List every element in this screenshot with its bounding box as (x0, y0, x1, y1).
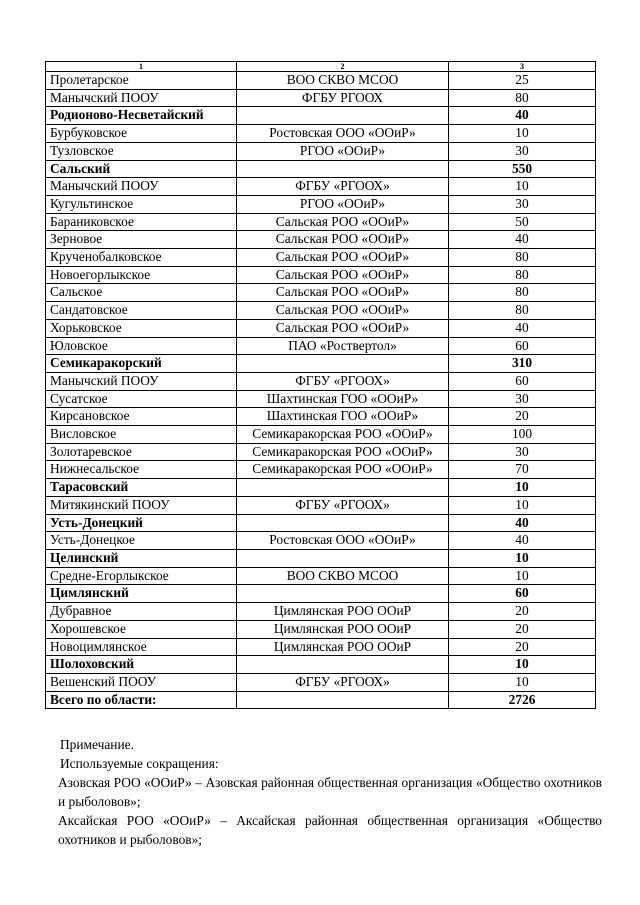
quota-cell: 80 (449, 284, 596, 302)
table-row (46, 496, 596, 514)
table-section-row (46, 479, 596, 497)
table-row (46, 443, 596, 461)
organization-cell: ФГБУ «РГООХ» (237, 178, 449, 196)
organization-cell: Семикаракорская РОО «ООиР» (237, 443, 449, 461)
district-or-area-cell: Манычский ПООУ (46, 178, 237, 196)
table-section-row (46, 585, 596, 603)
quota-cell: 40 (449, 514, 596, 532)
district-or-area-cell: Сандатовское (46, 302, 237, 320)
district-or-area-cell: Кугультинское (46, 195, 237, 213)
table-row (46, 319, 596, 337)
organization-cell (237, 107, 449, 125)
quota-cell: 40 (449, 319, 596, 337)
district-or-area-cell: Тарасовский (46, 479, 237, 497)
district-or-area-cell: Новоцимлянское (46, 638, 237, 656)
district-or-area-cell: Дубравное (46, 603, 237, 621)
district-or-area-cell: Нижнесальское (46, 461, 237, 479)
quota-cell: 30 (449, 390, 596, 408)
notes-title: Примечание. (60, 737, 134, 752)
district-or-area-cell: Кирсановское (46, 408, 237, 426)
district-or-area-cell: Усть-Донецкое (46, 532, 237, 550)
table-row (46, 284, 596, 302)
quota-cell: 40 (449, 107, 596, 125)
table-section-row (46, 656, 596, 674)
table-row (46, 337, 596, 355)
quota-cell: 70 (449, 461, 596, 479)
quota-cell: 80 (449, 249, 596, 267)
table-row (46, 89, 596, 107)
organization-cell: Шахтинская ГОО «ООиР» (237, 390, 449, 408)
district-or-area-cell: Тузловское (46, 142, 237, 160)
organization-cell: Ростовская ООО «ООиР» (237, 532, 449, 550)
table-section-row (46, 160, 596, 178)
quota-cell: 60 (449, 337, 596, 355)
quota-cell: 10 (449, 178, 596, 196)
district-or-area-cell: Манычский ПООУ (46, 372, 237, 390)
notes-section (60, 735, 602, 849)
table-row (46, 461, 596, 479)
organization-cell: ФГБУ «РГООХ» (237, 496, 449, 514)
district-or-area-cell: Вешенский ПООУ (46, 673, 237, 691)
table-row (46, 603, 596, 621)
organization-cell (237, 355, 449, 373)
district-or-area-cell: Новоегорлыкское (46, 266, 237, 284)
organization-cell: Семикаракорская РОО «ООиР» (237, 461, 449, 479)
quota-cell: 60 (449, 372, 596, 390)
quota-cell: 10 (449, 673, 596, 691)
organization-cell (237, 479, 449, 497)
organization-cell: Ростовская ООО «ООиР» (237, 125, 449, 143)
organization-cell: ВОО СКВО МСОО (237, 72, 449, 90)
district-or-area-cell: Целинский (46, 549, 237, 567)
quota-cell: 30 (449, 142, 596, 160)
quota-cell: 20 (449, 408, 596, 426)
table-row (46, 231, 596, 249)
table-row (46, 567, 596, 585)
quota-cell: 80 (449, 266, 596, 284)
organization-cell: РГОО «ООиР» (237, 195, 449, 213)
organization-cell (237, 160, 449, 178)
table-row (46, 426, 596, 444)
district-or-area-cell: Семикаракорский (46, 355, 237, 373)
table-row (46, 408, 596, 426)
quota-cell: 30 (449, 195, 596, 213)
quota-cell: 40 (449, 532, 596, 550)
district-or-area-cell: Сальский (46, 160, 237, 178)
quota-cell: 20 (449, 638, 596, 656)
organization-cell: Семикаракорская РОО «ООиР» (237, 426, 449, 444)
organization-cell (237, 656, 449, 674)
quota-cell: 80 (449, 89, 596, 107)
organization-cell: ФГБУ «РГООХ» (237, 372, 449, 390)
quota-cell: 10 (449, 549, 596, 567)
table-row (46, 249, 596, 267)
organization-cell: РГОО «ООиР» (237, 142, 449, 160)
table-row (46, 195, 596, 213)
district-or-area-cell: Усть-Донецкий (46, 514, 237, 532)
district-or-area-cell: Крученобалковское (46, 249, 237, 267)
table-row (46, 638, 596, 656)
quota-cell: 40 (449, 231, 596, 249)
district-or-area-cell: Митякинский ПООУ (46, 496, 237, 514)
district-or-area-cell: Сальское (46, 284, 237, 302)
table-row (46, 620, 596, 638)
district-or-area-cell: Шолоховский (46, 656, 237, 674)
organization-cell: Сальская РОО «ООиР» (237, 284, 449, 302)
table-row (46, 266, 596, 284)
table-row (46, 72, 596, 90)
district-or-area-cell: Манычский ПООУ (46, 89, 237, 107)
quota-cell: 310 (449, 355, 596, 373)
district-or-area-cell: Родионово-Несветайский (46, 107, 237, 125)
table-header-row (46, 62, 596, 72)
quota-cell: 30 (449, 443, 596, 461)
district-or-area-cell: Зерновое (46, 231, 237, 249)
organization-cell: Сальская РОО «ООиР» (237, 302, 449, 320)
organization-cell: ФГБУ «РГООХ» (237, 673, 449, 691)
quota-cell: 10 (449, 125, 596, 143)
quota-cell: 10 (449, 656, 596, 674)
notes-subtitle: Используемые сокращения: (60, 756, 219, 771)
organization-cell (237, 549, 449, 567)
quota-cell: 2726 (449, 691, 596, 709)
district-or-area-cell: Сусатское (46, 390, 237, 408)
district-or-area-cell: Золотаревское (46, 443, 237, 461)
organization-cell: Цимлянская РОО ООиР (237, 603, 449, 621)
table-body (46, 62, 596, 709)
district-or-area-cell: Бараниковское (46, 213, 237, 231)
note-item: Азовская РОО «ООиР» – Азовская районная общественная организация «Общество охотников и рыболовов»; (58, 775, 602, 809)
table-section-row (46, 355, 596, 373)
district-or-area-cell: Висловское (46, 426, 237, 444)
quota-cell: 50 (449, 213, 596, 231)
quota-cell: 100 (449, 426, 596, 444)
district-or-area-cell: Цимлянский (46, 585, 237, 603)
quota-cell: 80 (449, 302, 596, 320)
organization-cell: Сальская РОО «ООиР» (237, 266, 449, 284)
table-section-row (46, 691, 596, 709)
organization-cell: Цимлянская РОО ООиР (237, 638, 449, 656)
table-row (46, 213, 596, 231)
table-row (46, 302, 596, 320)
organization-cell: ВОО СКВО МСОО (237, 567, 449, 585)
organization-cell: ПАО «Роствертол» (237, 337, 449, 355)
organization-cell: Сальская РОО «ООиР» (237, 231, 449, 249)
district-or-area-cell: Хорьковское (46, 319, 237, 337)
organization-cell: Сальская РОО «ООиР» (237, 213, 449, 231)
district-or-area-cell: Пролетарское (46, 72, 237, 90)
organization-cell: Шахтинская ГОО «ООиР» (237, 408, 449, 426)
table-row (46, 673, 596, 691)
table-row (46, 178, 596, 196)
table-row (46, 532, 596, 550)
quota-cell: 10 (449, 496, 596, 514)
organization-cell: Сальская РОО «ООиР» (237, 249, 449, 267)
district-or-area-cell: Всего по области: (46, 691, 237, 709)
table-row (46, 372, 596, 390)
organization-cell: ФГБУ РГООХ (237, 89, 449, 107)
quota-cell: 20 (449, 620, 596, 638)
organization-cell (237, 585, 449, 603)
note-item: Аксайская РОО «ООиР» – Аксайская районная общественная организация «Общество охотников и рыболовов»; (58, 813, 602, 847)
hunting-quota-table (45, 61, 596, 709)
organization-cell (237, 514, 449, 532)
district-or-area-cell: Средне-Егорлыкское (46, 567, 237, 585)
header-cell-2: 2 (237, 62, 449, 72)
table-row (46, 390, 596, 408)
quota-cell: 10 (449, 567, 596, 585)
table-row (46, 125, 596, 143)
table-section-row (46, 549, 596, 567)
header-cell-1: 1 (46, 62, 237, 72)
quota-cell: 550 (449, 160, 596, 178)
table-section-row (46, 514, 596, 532)
table-section-row (46, 107, 596, 125)
organization-cell (237, 691, 449, 709)
district-or-area-cell: Бурбуковское (46, 125, 237, 143)
quota-cell: 60 (449, 585, 596, 603)
quota-cell: 25 (449, 72, 596, 90)
organization-cell: Цимлянская РОО ООиР (237, 620, 449, 638)
district-or-area-cell: Хорошевское (46, 620, 237, 638)
quota-cell: 10 (449, 479, 596, 497)
district-or-area-cell: Юловское (46, 337, 237, 355)
quota-cell: 20 (449, 603, 596, 621)
organization-cell: Сальская РОО «ООиР» (237, 319, 449, 337)
header-cell-3: 3 (449, 62, 596, 72)
table-row (46, 142, 596, 160)
